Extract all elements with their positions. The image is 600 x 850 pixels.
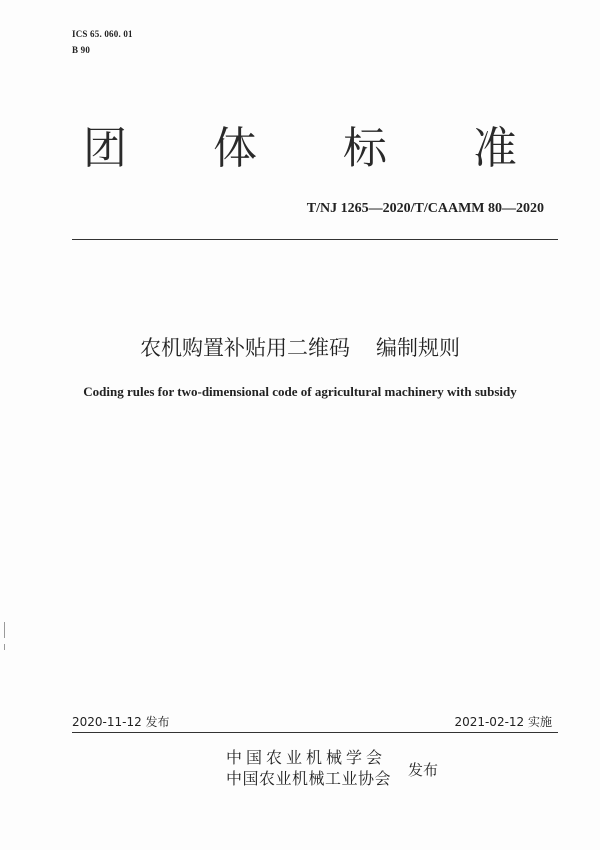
issuer-org-1: 中国农业机械学会: [226, 748, 387, 767]
scan-edge-mark: [4, 622, 5, 638]
standard-type-title: 团 体 标 准: [83, 123, 553, 174]
issuers-suffix: 发布: [408, 761, 439, 779]
scan-edge-mark: [4, 644, 5, 650]
implementation-date: 2021-02-12 实施: [454, 715, 552, 729]
issuer-org-2: 中国农业机械工业协会: [226, 769, 392, 788]
ccs-code: B 90: [72, 45, 91, 55]
chinese-title: [0, 332, 600, 362]
bottom-divider: [72, 732, 558, 733]
english-title: Coding rules for two-dimensional code of agricultural machinery with subsidy: [83, 384, 517, 399]
chinese-title-main: 农机购置补贴用二维码: [140, 336, 350, 360]
issuing-organizations: [226, 747, 391, 789]
top-divider: [72, 239, 558, 240]
ics-code: ICS 65. 060. 01: [72, 29, 133, 39]
issue-date: 2020-11-12 发布: [72, 715, 170, 729]
chinese-title-sub: 编制规则: [376, 336, 460, 360]
standard-number: T/NJ 1265—2020/T/CAAMM 80—2020: [306, 201, 544, 216]
